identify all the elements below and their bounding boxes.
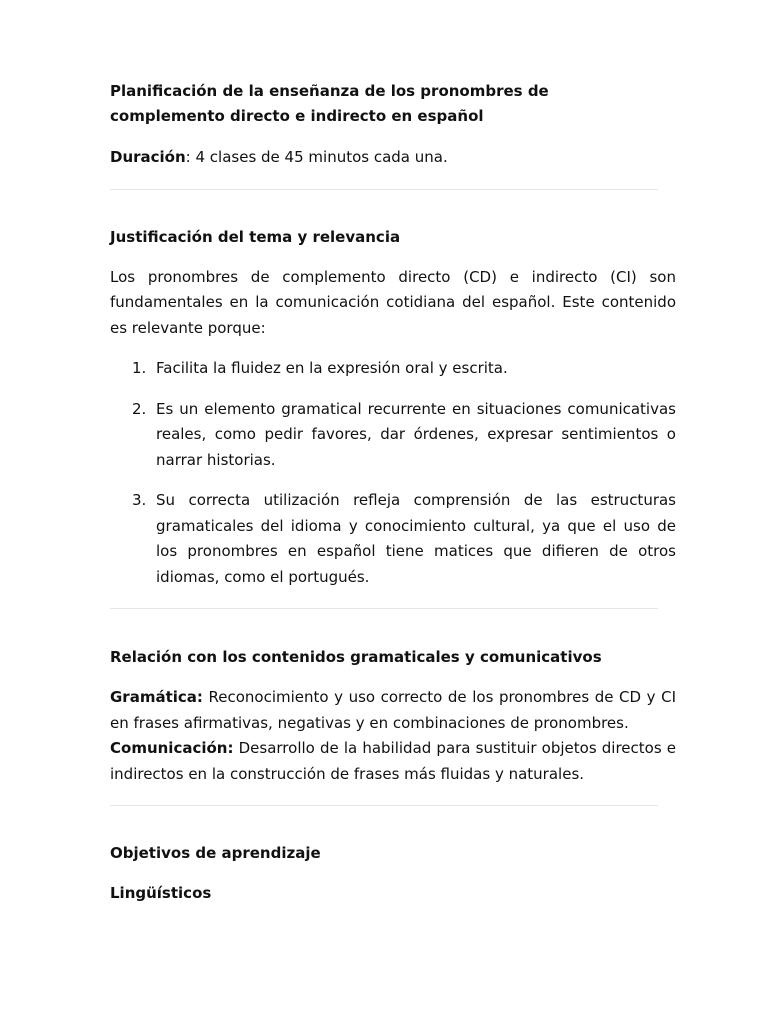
list-item-number: 3. — [132, 491, 147, 509]
duration-text: : 4 clases de 45 minutos cada una. — [185, 148, 448, 166]
justification-intro: Los pronombres de complemento directo (CD) e indirecto (CI) son fundamentales en la comunicación cotidiana del español. Este contenido es relevante porque: — [110, 267, 676, 337]
title-line-2: complemento directo e indirecto en español — [110, 107, 484, 125]
duration-label: Duración — [110, 148, 186, 166]
list-item — [110, 488, 676, 590]
communication-label: Comunicación: — [110, 739, 234, 757]
duration-paragraph — [110, 145, 676, 171]
list-item-text: Facilita la fluidez en la expresión oral y escrita. — [156, 359, 508, 377]
list-item — [110, 397, 676, 474]
justification-list — [110, 356, 676, 590]
section-divider — [110, 189, 658, 190]
section-divider — [110, 608, 658, 609]
communication-text: Desarrollo de la habilidad para sustituir objetos directos e indirectos en la construcción de frases más fluidas y naturales. — [110, 739, 676, 783]
list-item-text: Su correcta utilización refleja comprensión de las estructuras gramaticales del idioma y conocimiento cultural, ya que el uso de los pronombres en español tiene matices que difieren de otros idiomas, como el portugués. — [156, 491, 676, 586]
justification-heading: Justificación del tema y relevancia — [110, 227, 401, 246]
document-page — [110, 79, 676, 906]
objectives-heading: Objetivos de aprendizaje — [110, 844, 321, 862]
list-item-text: Es un elemento gramatical recurrente en situaciones comunicativas reales, como pedir favores, dar órdenes, expresar sentimientos o narrar historias. — [156, 399, 676, 469]
grammar-text: Reconocimiento y uso correcto de los pronombres de CD y CI en frases afirmativas, negativas y en combinaciones de pronombres. — [110, 688, 676, 732]
title-line-1: Planificación de la enseñanza de los pronombres de — [110, 82, 549, 100]
list-item-number: 1. — [132, 359, 147, 377]
relation-paragraph — [110, 685, 676, 787]
relation-heading: Relación con los contenidos gramaticales y comunicativos — [110, 648, 602, 666]
objectives-subheading: Lingüísticos — [110, 884, 212, 902]
list-item — [110, 356, 676, 382]
grammar-label: Gramática: — [110, 688, 203, 706]
list-item-number: 2. — [132, 399, 147, 418]
document-title — [110, 79, 676, 129]
section-divider — [110, 805, 658, 806]
